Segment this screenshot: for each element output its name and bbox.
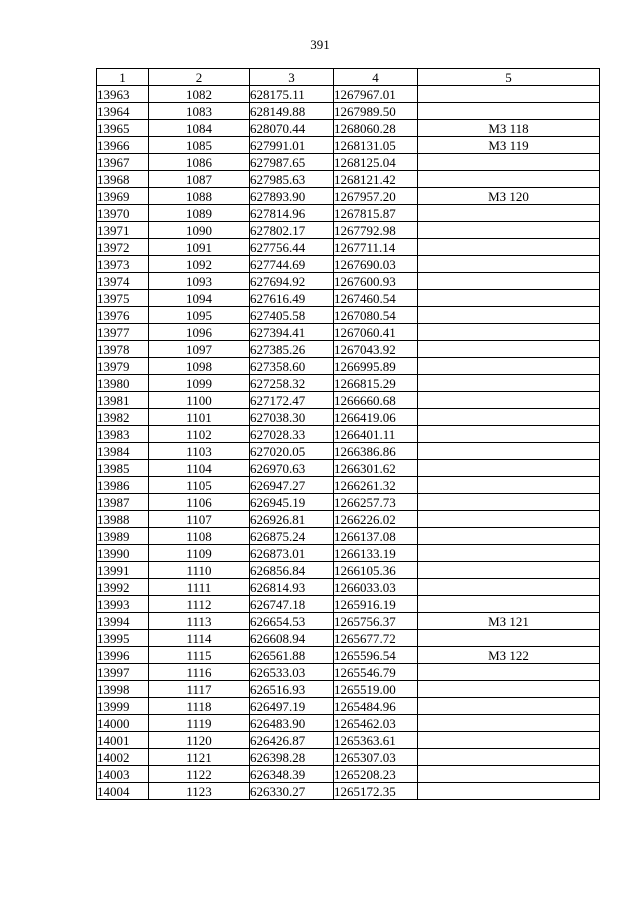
table-row xyxy=(97,341,600,358)
table-cell: 1090 xyxy=(149,222,250,239)
table-cell: 627172.47 xyxy=(250,392,334,409)
table-cell: 1091 xyxy=(149,239,250,256)
table-cell: 626497.19 xyxy=(250,698,334,715)
table-cell: 1265462.03 xyxy=(334,715,418,732)
table-cell: 1266257.73 xyxy=(334,494,418,511)
table-row xyxy=(97,562,600,579)
table-cell: 13981 xyxy=(97,392,149,409)
table-cell: 1266137.08 xyxy=(334,528,418,545)
table-row xyxy=(97,205,600,222)
table-row xyxy=(97,273,600,290)
table-cell: 1082 xyxy=(149,86,250,103)
table-cell: 1103 xyxy=(149,443,250,460)
table-row xyxy=(97,681,600,698)
table-row xyxy=(97,171,600,188)
table-row xyxy=(97,256,600,273)
table-cell xyxy=(418,494,600,511)
table-cell: 1111 xyxy=(149,579,250,596)
table-cell: 13997 xyxy=(97,664,149,681)
table-cell: 13976 xyxy=(97,307,149,324)
table-cell: 13991 xyxy=(97,562,149,579)
table-cell: 628149.88 xyxy=(250,103,334,120)
table-cell: 13977 xyxy=(97,324,149,341)
table-cell: 626426.87 xyxy=(250,732,334,749)
table-row xyxy=(97,749,600,766)
table-cell: 1115 xyxy=(149,647,250,664)
table-cell: 13979 xyxy=(97,358,149,375)
table-cell: 13995 xyxy=(97,630,149,647)
table-cell: 1123 xyxy=(149,783,250,800)
table-cell: 1104 xyxy=(149,460,250,477)
table-row xyxy=(97,460,600,477)
table-cell: 1268121.42 xyxy=(334,171,418,188)
table-cell: 13986 xyxy=(97,477,149,494)
table-row xyxy=(97,426,600,443)
table-cell: 627616.49 xyxy=(250,290,334,307)
table-cell xyxy=(418,698,600,715)
table-row xyxy=(97,630,600,647)
table-cell: 1121 xyxy=(149,749,250,766)
table-cell xyxy=(418,409,600,426)
column-header: 3 xyxy=(250,69,334,86)
table-cell: 13999 xyxy=(97,698,149,715)
table-cell: 626945.19 xyxy=(250,494,334,511)
table-cell xyxy=(418,477,600,494)
table-cell: 626483.90 xyxy=(250,715,334,732)
table-cell: 13987 xyxy=(97,494,149,511)
table-cell: 626873.01 xyxy=(250,545,334,562)
table-row xyxy=(97,120,600,137)
table-cell xyxy=(418,392,600,409)
table-cell: 1266301.62 xyxy=(334,460,418,477)
table-cell: 626747.18 xyxy=(250,596,334,613)
table-cell: 1267967.01 xyxy=(334,86,418,103)
table-row xyxy=(97,613,600,630)
table-cell: 1266995.89 xyxy=(334,358,418,375)
table-cell: 1117 xyxy=(149,681,250,698)
table-row xyxy=(97,545,600,562)
table-cell xyxy=(418,766,600,783)
table-cell xyxy=(418,783,600,800)
table-cell: 1266133.19 xyxy=(334,545,418,562)
table-cell: 626947.27 xyxy=(250,477,334,494)
table-cell: 627985.63 xyxy=(250,171,334,188)
table-cell: 13998 xyxy=(97,681,149,698)
table-cell: 14003 xyxy=(97,766,149,783)
table-row xyxy=(97,715,600,732)
table-cell: 1114 xyxy=(149,630,250,647)
table-cell: 628070.44 xyxy=(250,120,334,137)
table-cell: 1113 xyxy=(149,613,250,630)
table-cell: 627991.01 xyxy=(250,137,334,154)
table-cell: 1265208.23 xyxy=(334,766,418,783)
table-row xyxy=(97,103,600,120)
table-cell: 1267690.03 xyxy=(334,256,418,273)
table-cell xyxy=(418,749,600,766)
table-cell: 1101 xyxy=(149,409,250,426)
table-cell: 14004 xyxy=(97,783,149,800)
table-cell xyxy=(418,324,600,341)
table-cell: 627394.41 xyxy=(250,324,334,341)
table-cell: 627694.92 xyxy=(250,273,334,290)
table-cell: 1116 xyxy=(149,664,250,681)
table-cell xyxy=(418,171,600,188)
table-cell: 14002 xyxy=(97,749,149,766)
table-cell: 626348.39 xyxy=(250,766,334,783)
table-cell: 13972 xyxy=(97,239,149,256)
table-row xyxy=(97,86,600,103)
table-cell: 1265519.00 xyxy=(334,681,418,698)
table-cell: 1118 xyxy=(149,698,250,715)
table-cell xyxy=(418,528,600,545)
table-cell: 628175.11 xyxy=(250,86,334,103)
table-cell: 1265916.19 xyxy=(334,596,418,613)
table-cell: 1085 xyxy=(149,137,250,154)
table-cell: 1108 xyxy=(149,528,250,545)
table-cell: 1265172.35 xyxy=(334,783,418,800)
table-row xyxy=(97,375,600,392)
table-cell: 13970 xyxy=(97,205,149,222)
table-cell xyxy=(418,579,600,596)
table-cell: 1087 xyxy=(149,171,250,188)
table-cell: 626970.63 xyxy=(250,460,334,477)
table-cell xyxy=(418,732,600,749)
table-cell: 1267989.50 xyxy=(334,103,418,120)
table-row xyxy=(97,766,600,783)
table-cell xyxy=(418,511,600,528)
table-cell: 1266105.36 xyxy=(334,562,418,579)
table-row xyxy=(97,443,600,460)
column-header: 5 xyxy=(418,69,600,86)
table-cell: 13964 xyxy=(97,103,149,120)
table-cell: 1098 xyxy=(149,358,250,375)
table-cell: 13966 xyxy=(97,137,149,154)
table-cell: 1105 xyxy=(149,477,250,494)
table-cell: 627038.30 xyxy=(250,409,334,426)
table-row xyxy=(97,698,600,715)
table-cell: 1086 xyxy=(149,154,250,171)
table-row xyxy=(97,477,600,494)
table-cell: 627405.58 xyxy=(250,307,334,324)
table-cell: 627756.44 xyxy=(250,239,334,256)
table-row xyxy=(97,290,600,307)
table-row xyxy=(97,222,600,239)
table-cell xyxy=(418,273,600,290)
table-cell xyxy=(418,715,600,732)
table-row xyxy=(97,494,600,511)
table-row xyxy=(97,392,600,409)
column-header: 4 xyxy=(334,69,418,86)
table-cell: 13973 xyxy=(97,256,149,273)
table-cell: 1267600.93 xyxy=(334,273,418,290)
table-cell xyxy=(418,630,600,647)
table-row xyxy=(97,358,600,375)
table-header-row xyxy=(97,69,600,86)
table-cell xyxy=(418,681,600,698)
table-cell: 627802.17 xyxy=(250,222,334,239)
table-cell: 626814.93 xyxy=(250,579,334,596)
table-cell: 626533.03 xyxy=(250,664,334,681)
table-cell: 1266401.11 xyxy=(334,426,418,443)
table-row xyxy=(97,647,600,664)
table-cell: 13985 xyxy=(97,460,149,477)
table-cell: 1266033.03 xyxy=(334,579,418,596)
table-cell xyxy=(418,443,600,460)
table-cell xyxy=(418,239,600,256)
table-cell: 1096 xyxy=(149,324,250,341)
table-cell: 1267043.92 xyxy=(334,341,418,358)
table-row xyxy=(97,511,600,528)
table-cell: 626654.53 xyxy=(250,613,334,630)
table-cell xyxy=(418,358,600,375)
table-cell xyxy=(418,562,600,579)
table-cell: 1119 xyxy=(149,715,250,732)
table-cell: 1266815.29 xyxy=(334,375,418,392)
table-cell: 1095 xyxy=(149,307,250,324)
table-cell xyxy=(418,222,600,239)
table-cell: 14000 xyxy=(97,715,149,732)
table-cell: 1265677.72 xyxy=(334,630,418,647)
table-cell: 1266419.06 xyxy=(334,409,418,426)
table-cell: 1267711.14 xyxy=(334,239,418,256)
table-cell: 13978 xyxy=(97,341,149,358)
column-header: 1 xyxy=(97,69,149,86)
table-cell: 1268125.04 xyxy=(334,154,418,171)
table-cell: МЗ 118 xyxy=(418,120,600,137)
table-cell xyxy=(418,341,600,358)
table-cell: 1267957.20 xyxy=(334,188,418,205)
table-cell: 13982 xyxy=(97,409,149,426)
table-cell: 1093 xyxy=(149,273,250,290)
table-cell: 626608.94 xyxy=(250,630,334,647)
table-cell: 1265546.79 xyxy=(334,664,418,681)
table-cell: 1266226.02 xyxy=(334,511,418,528)
table-cell xyxy=(418,205,600,222)
table-cell: 14001 xyxy=(97,732,149,749)
table-cell: 13967 xyxy=(97,154,149,171)
table-cell: 627744.69 xyxy=(250,256,334,273)
table-row xyxy=(97,528,600,545)
table-body xyxy=(97,86,600,800)
coordinates-table xyxy=(96,68,600,800)
table-row xyxy=(97,579,600,596)
table-cell: 1102 xyxy=(149,426,250,443)
table-cell: 626516.93 xyxy=(250,681,334,698)
table-cell: 1267080.54 xyxy=(334,307,418,324)
table-cell: 1267815.87 xyxy=(334,205,418,222)
table-cell xyxy=(418,460,600,477)
table-cell: МЗ 122 xyxy=(418,647,600,664)
table-cell: 13990 xyxy=(97,545,149,562)
table-cell: МЗ 120 xyxy=(418,188,600,205)
table-cell xyxy=(418,103,600,120)
table-cell xyxy=(418,154,600,171)
table-cell xyxy=(418,596,600,613)
table-cell: 13971 xyxy=(97,222,149,239)
table-cell: 1088 xyxy=(149,188,250,205)
table-cell: 13992 xyxy=(97,579,149,596)
table-cell xyxy=(418,375,600,392)
table-cell: 13963 xyxy=(97,86,149,103)
table-cell xyxy=(418,545,600,562)
table-cell: 1265484.96 xyxy=(334,698,418,715)
table-cell: 13965 xyxy=(97,120,149,137)
table-row xyxy=(97,732,600,749)
table-cell: 1268060.28 xyxy=(334,120,418,137)
table-cell: 627020.05 xyxy=(250,443,334,460)
table-cell: 626398.28 xyxy=(250,749,334,766)
table-cell: 627358.60 xyxy=(250,358,334,375)
table-cell: 1265307.03 xyxy=(334,749,418,766)
table-cell: 1094 xyxy=(149,290,250,307)
table-row xyxy=(97,409,600,426)
table-cell: 1112 xyxy=(149,596,250,613)
table-cell: 13980 xyxy=(97,375,149,392)
table-row xyxy=(97,239,600,256)
table-cell: 13988 xyxy=(97,511,149,528)
table-cell: 1268131.05 xyxy=(334,137,418,154)
table-cell: 1089 xyxy=(149,205,250,222)
table-cell: 13984 xyxy=(97,443,149,460)
table-cell: 627987.65 xyxy=(250,154,334,171)
table-cell: 1100 xyxy=(149,392,250,409)
table-cell: 1109 xyxy=(149,545,250,562)
table-cell: 1106 xyxy=(149,494,250,511)
table-cell: 13989 xyxy=(97,528,149,545)
table-cell: МЗ 119 xyxy=(418,137,600,154)
table-cell: 1266660.68 xyxy=(334,392,418,409)
table-cell: 1266261.32 xyxy=(334,477,418,494)
table-cell: 1267792.98 xyxy=(334,222,418,239)
table-cell: 1265756.37 xyxy=(334,613,418,630)
table-cell xyxy=(418,256,600,273)
table-cell: 13968 xyxy=(97,171,149,188)
table-cell: 626330.27 xyxy=(250,783,334,800)
column-header: 2 xyxy=(149,69,250,86)
page-number: 391 xyxy=(310,37,330,52)
table-row xyxy=(97,154,600,171)
table-cell: 13975 xyxy=(97,290,149,307)
table-cell: 626561.88 xyxy=(250,647,334,664)
table-cell: 1265596.54 xyxy=(334,647,418,664)
table-cell: 626856.84 xyxy=(250,562,334,579)
table-cell: 13969 xyxy=(97,188,149,205)
table-cell: 13993 xyxy=(97,596,149,613)
table-cell: МЗ 121 xyxy=(418,613,600,630)
table-cell: 13983 xyxy=(97,426,149,443)
table-cell xyxy=(418,86,600,103)
table-cell: 13994 xyxy=(97,613,149,630)
table-cell: 1266386.86 xyxy=(334,443,418,460)
table-row xyxy=(97,307,600,324)
table-cell: 13974 xyxy=(97,273,149,290)
table-cell: 1107 xyxy=(149,511,250,528)
table-cell: 1122 xyxy=(149,766,250,783)
table-row xyxy=(97,188,600,205)
table-cell: 1267060.41 xyxy=(334,324,418,341)
table-cell: 1110 xyxy=(149,562,250,579)
table-cell: 1084 xyxy=(149,120,250,137)
table-cell: 1099 xyxy=(149,375,250,392)
table-cell: 1120 xyxy=(149,732,250,749)
table-cell: 13996 xyxy=(97,647,149,664)
table-cell: 627814.96 xyxy=(250,205,334,222)
table-cell xyxy=(418,426,600,443)
table-cell: 1092 xyxy=(149,256,250,273)
table-cell: 627258.32 xyxy=(250,375,334,392)
table-row xyxy=(97,324,600,341)
table-row xyxy=(97,596,600,613)
table-cell: 1083 xyxy=(149,103,250,120)
table-cell: 627385.26 xyxy=(250,341,334,358)
table-cell: 627028.33 xyxy=(250,426,334,443)
table-cell xyxy=(418,307,600,324)
table-row xyxy=(97,664,600,681)
table-cell: 1267460.54 xyxy=(334,290,418,307)
table-cell: 626926.81 xyxy=(250,511,334,528)
table-cell: 626875.24 xyxy=(250,528,334,545)
table-row xyxy=(97,783,600,800)
table-cell: 627893.90 xyxy=(250,188,334,205)
table-cell: 1265363.61 xyxy=(334,732,418,749)
table-cell: 1097 xyxy=(149,341,250,358)
table-cell xyxy=(418,664,600,681)
table-cell xyxy=(418,290,600,307)
table-row xyxy=(97,137,600,154)
